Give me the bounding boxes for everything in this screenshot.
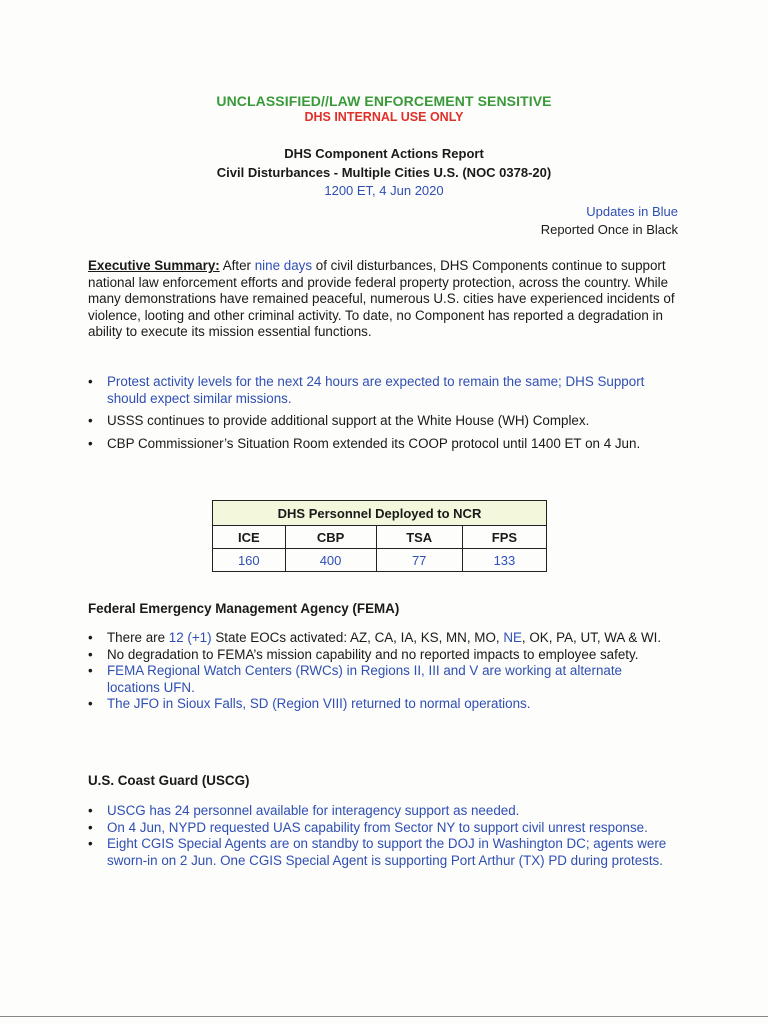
table-header-cbp: CBP [285,526,376,549]
list-item [88,630,678,647]
fema-bullet-list [88,630,678,713]
exec-text-1: After [219,258,255,273]
bullet-text: USSS continues to provide additional support at the White House (WH) Complex. [107,413,590,428]
bullet-icon: • [88,413,93,428]
table-header-fps: FPS [462,526,546,549]
exec-text-2: of civil disturbances, DHS Components continue to support national law enforcement efforts and provide federal property protection, across the country. While many demonstrations have remained peaceful, numerous U.S. cities have experienced incidents of violence, looting and other criminal activity. To date, no Component has reported a degradation in ability to execute its mission essential functions. [88,258,675,340]
list-item [88,820,678,837]
list-item [88,803,678,820]
fema-heading: Federal Emergency Management Agency (FEMA) [88,601,400,616]
summary-bullet-list [88,374,678,452]
bullet-text: On 4 Jun, NYPD requested UAS capability from Sector NY to support civil unrest response. [107,819,648,835]
legend-reported: Reported Once in Black [540,222,678,237]
bullet-text: Protest activity levels for the next 24 hours are expected to remain the same; DHS Support should expect similar missions. [107,374,645,406]
bullet-text: FEMA Regional Watch Centers (RWCs) in Regions II, III and V are working at alternate locations UFN. [107,663,623,695]
bullet-icon: • [88,819,93,835]
table-header-tsa: TSA [376,526,462,549]
bullet-icon: • [88,803,93,818]
bullet-icon: • [88,836,93,851]
page-bottom-edge [0,1016,768,1017]
classification-marking: UNCLASSIFIED//LAW ENFORCEMENT SENSITIVE [216,93,552,109]
bullet-text: There are [107,630,169,645]
legend-updates: Updates in Blue [586,204,678,219]
uscg-bullet-list [88,803,678,869]
list-item [88,836,678,869]
internal-use-marking: DHS INTERNAL USE ONLY [304,110,464,124]
list-item [88,374,678,407]
table-cell-fps: 133 [462,549,546,572]
report-datetime: 1200 ET, 4 Jun 2020 [324,183,444,198]
table-cell-tsa: 77 [376,549,462,572]
bullet-text: CBP Commissioner’s Situation Room extended its COOP protocol until 1400 ET on 4 Jun. [107,435,641,451]
list-item [88,413,678,430]
report-title: DHS Component Actions Report [284,146,484,161]
table-cell-cbp: 400 [285,549,376,572]
bullet-text: State EOCs activated: AZ, CA, IA, KS, MN, MO, [211,630,504,645]
bullet-text: , OK, PA, UT, WA & WI. [521,630,662,645]
eoc-count: 12 (+1) [168,630,212,645]
bullet-icon: • [88,374,93,389]
bullet-text: USCG has 24 personnel available for interagency support as needed. [107,803,520,818]
report-subtitle: Civil Disturbances - Multiple Cities U.S. (NOC 0378-20) [216,165,552,180]
executive-summary [88,258,678,341]
table-cell-ice: 160 [213,549,286,572]
table-row [213,549,547,572]
state-ne: NE [503,630,522,645]
list-item [88,663,678,696]
bullet-icon: • [88,646,93,662]
bullet-icon: • [88,663,93,678]
uscg-heading: U.S. Coast Guard (USCG) [88,773,250,788]
bullet-icon: • [88,435,93,451]
list-item [88,647,678,664]
table-header-ice: ICE [213,526,286,549]
bullet-text: No degradation to FEMA’s mission capability and no reported impacts to employee safety. [107,646,639,662]
exec-highlight: nine days [254,258,313,273]
bullet-icon: • [88,696,93,711]
bullet-text: The JFO in Sioux Falls, SD (Region VIII) returned to normal operations. [107,696,531,711]
bullet-icon: • [88,630,93,645]
table-header-row [213,526,547,549]
executive-summary-label: Executive Summary: [88,258,220,273]
table-caption: DHS Personnel Deployed to NCR [213,501,547,526]
list-item [88,436,678,453]
personnel-table [212,500,547,572]
bullet-text: Eight CGIS Special Agents are on standby to support the DOJ in Washington DC; agents were sworn-in on 2 Jun. One CGIS Special Agent is supporting Port Arthur (TX) PD during protests. [107,836,667,868]
list-item [88,696,678,713]
